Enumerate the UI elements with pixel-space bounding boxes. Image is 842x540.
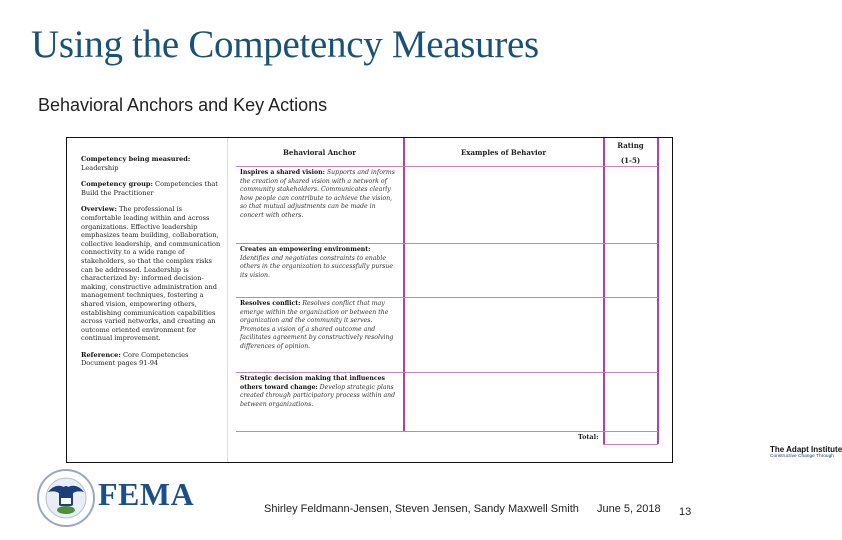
anchor-text: Supports and informs the creation of shared vision with a network of community stakeholders. Communicates clearly how people can contribute to achieve the vision, so that mutual adjustments can be made in concert with others.: [240, 169, 395, 219]
row-divider: [236, 431, 658, 432]
footer-authors: Shirley Feldmann-Jensen, Steven Jensen, Sandy Maxwell Smith: [264, 503, 579, 515]
anchor-title: Creates an empowering environment:: [240, 246, 371, 253]
adapt-institute-brand: [770, 445, 842, 460]
row-divider: [236, 372, 658, 373]
brand-name: The Adapt Institute: [770, 445, 842, 454]
competency-worksheet-image: [66, 137, 842, 463]
overview: [81, 205, 221, 343]
anchor-title: Resolves conflict:: [240, 300, 301, 307]
reference: [81, 351, 221, 368]
anchor-text: Identifies and negotiates constraints to enable others in the organization to successfully pursue its vision.: [240, 254, 394, 279]
anchor-title: Strategic decision making that influences others toward change:: [240, 375, 386, 391]
column-divider: [403, 138, 405, 431]
overview-value: The professional is comfortable leading within and across organizations. Effective leadership emphasizes team building, collaboration, collective leadership, and communication connectivity to a wide range of stakeholders, so that the complex risks can be addressed. Leadership is characterized by: informed decision-making, constructive administration and management techniques, fostering a shared vision, empowering others, establishing communication capabilities across varied networks, and creating an outcome oriented environment for continual improvement.: [81, 205, 221, 343]
row-divider: [236, 166, 658, 167]
slide-subtitle: Behavioral Anchors and Key Actions: [38, 95, 328, 115]
competency-measured: [81, 155, 221, 172]
header-rating: Rating: [617, 141, 644, 150]
behavior-rating-table: [236, 138, 842, 462]
group-value: Competencies that Build the Practitioner: [81, 180, 218, 197]
dhs-seal-icon: [36, 468, 96, 528]
total-label: Total:: [578, 433, 599, 441]
footer-date: June 5, 2018: [597, 503, 661, 515]
anchor-text: Resolves conflict that may emerge within the organization or between the organization and the community it serves. Promotes a vision of a shared outcome and facilitates agreement by constructively resolving differences of opinion.: [240, 300, 394, 350]
overview-label: Overview:: [81, 205, 117, 214]
anchor-row-1: [240, 169, 400, 221]
row-divider: [603, 444, 658, 445]
anchor-text: Develop strategic plans created through participatory process within and between organizations.: [240, 383, 396, 408]
column-divider: [657, 138, 659, 444]
anchor-row-4: [240, 375, 400, 409]
anchor-row-3: [240, 300, 400, 352]
reference-label: Reference:: [81, 350, 121, 359]
header-examples: Examples of Behavior: [460, 148, 547, 157]
competency-label: Competency being measured:: [81, 155, 191, 163]
competency-value: Leadership: [81, 163, 119, 172]
group-label: Competency group:: [81, 180, 153, 189]
column-divider: [603, 138, 605, 444]
slide-title: Using the Competency Measures: [31, 23, 539, 66]
row-divider: [236, 243, 658, 244]
header-rating-scale: (1-5): [620, 156, 641, 165]
competency-info-panel: [67, 138, 228, 462]
brand-tagline: Constructive Change Through: [770, 454, 834, 459]
header-behavioral-anchor: Behavioral Anchor: [283, 148, 356, 157]
row-divider: [236, 297, 658, 298]
page-number: 13: [679, 506, 692, 518]
anchor-row-2: [240, 246, 400, 280]
anchor-title: Inspires a shared vision:: [240, 169, 325, 176]
reference-value: Core Competencies Document pages 91-94: [81, 350, 189, 368]
fema-logo: FEMA: [98, 476, 195, 512]
competency-group: [81, 180, 221, 197]
